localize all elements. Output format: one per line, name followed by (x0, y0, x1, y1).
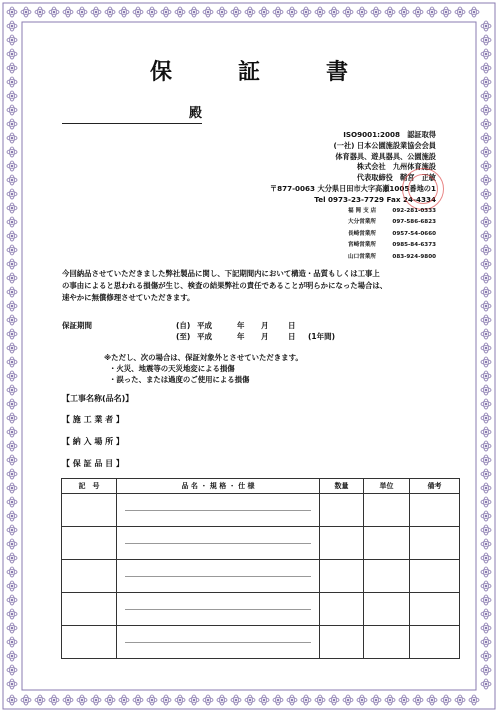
notes-item: ・誤った、または過度のご使用による損傷 (109, 375, 250, 384)
statement-line: の事由によると思われる損傷が生じ、検査の結果弊社の責任であることが明らかになった場合は、 (62, 281, 388, 290)
spec-divider-line (125, 576, 311, 577)
cell-item-spec[interactable] (117, 560, 320, 593)
period-day: 日 (288, 321, 296, 330)
cell-unit[interactable] (364, 626, 410, 659)
issuer-business: 体育器具、遊具器具、公園施設 (335, 151, 436, 161)
table-row (62, 560, 460, 593)
branch-tel: 092-281-0333 (392, 208, 436, 214)
addressee-line (62, 106, 202, 124)
statement-line: 速やかに無償修理させていただきます。 (62, 293, 195, 302)
warranty-items-table (61, 478, 460, 659)
branch-name: 大分営業所 (348, 219, 376, 226)
field-construction-name: 【工事名称(品名)】 (62, 394, 134, 403)
spec-divider-line (125, 543, 311, 544)
issuer-contact: Tel 0973-23-7729 Fax 24-4334 (314, 194, 436, 204)
warranty-period-label: 保証期間 (62, 321, 92, 330)
table-row (62, 494, 460, 527)
cell-item-spec[interactable] (117, 527, 320, 560)
cell-code[interactable] (62, 560, 117, 593)
table-row (62, 593, 460, 626)
document-title: 保 証 書 (149, 59, 370, 85)
period-month: 月 (261, 321, 269, 330)
warranty-statement (62, 268, 438, 304)
cell-remarks[interactable] (410, 560, 460, 593)
branch-tel: 0985-84-6373 (392, 242, 436, 249)
field-contractor: 【 施 工 業 者 】 (62, 415, 124, 424)
cell-item-spec[interactable] (117, 626, 320, 659)
cell-quantity[interactable] (320, 626, 364, 659)
header-item-spec: 品 名 ・ 規 格 ・ 仕 様 (117, 479, 320, 494)
period-month: 月 (261, 332, 269, 341)
table-row (62, 527, 460, 560)
cell-unit[interactable] (364, 527, 410, 560)
cell-code[interactable] (62, 527, 117, 560)
cell-quantity[interactable] (320, 560, 364, 593)
notes-item: ・火災、地震等の天災地変による損傷 (109, 364, 235, 373)
cell-quantity[interactable] (320, 527, 364, 560)
issuer-association: (一社) 日本公園施設業協会会員 (333, 140, 436, 150)
cell-item-spec[interactable] (117, 494, 320, 527)
period-prefix: (至) (176, 332, 191, 341)
cell-code[interactable] (62, 626, 117, 659)
branch-tel: 083-924-9800 (392, 253, 436, 260)
cell-code[interactable] (62, 494, 117, 527)
branch-row (348, 206, 436, 217)
branch-name: 福 岡 支 店 (348, 208, 377, 214)
cell-remarks[interactable] (410, 527, 460, 560)
period-day: 日 (288, 332, 296, 341)
period-prefix: (自) (176, 321, 191, 330)
company-seal-stamp (402, 168, 444, 210)
cell-unit[interactable] (364, 560, 410, 593)
period-note: (1年間) (308, 332, 336, 341)
cell-unit[interactable] (364, 593, 410, 626)
branch-row (348, 252, 436, 263)
exclusion-notes (104, 352, 303, 385)
spec-divider-line (125, 609, 311, 610)
field-warranty-items: 【 保 証 品 目 】 (62, 459, 124, 468)
issuer-representative: 代表取締役 鞘宮 正敏 (356, 173, 436, 183)
cell-remarks[interactable] (410, 626, 460, 659)
branch-name: 宮崎営業所 (348, 242, 376, 249)
header-code: 記 号 (62, 479, 117, 494)
table-row (62, 626, 460, 659)
header-quantity: 数量 (320, 479, 364, 494)
branch-name: 長崎営業所 (348, 230, 376, 237)
field-delivery-place: 【 納 入 場 所 】 (62, 437, 124, 446)
cell-quantity[interactable] (320, 494, 364, 527)
statement-line: 今回納品させていただきました弊社製品に関し、下記期間内において構造・品質もしくは工事上 (62, 269, 380, 278)
branch-tel: 0957-54-0660 (392, 230, 436, 237)
branch-row (348, 240, 436, 251)
warranty-period-from (176, 320, 308, 331)
branch-name: 山口営業所 (348, 253, 376, 260)
table-header-row (62, 479, 460, 494)
cell-remarks[interactable] (410, 593, 460, 626)
notes-intro: ※ただし、次の場合は、保証対象外とさせていただきます。 (104, 353, 303, 362)
issuer-company: 株式会社 九州体育施設 (356, 162, 436, 172)
period-era: 平成 (197, 321, 212, 330)
issuer-address: 〒877-0063 大分県日田市大字高瀬1005番地の1 (269, 183, 436, 193)
branch-tel: 097-586-6823 (392, 219, 436, 226)
issuer-certification: ISO9001:2008 認証取得 (343, 130, 436, 139)
header-remarks: 備考 (410, 479, 460, 494)
spec-divider-line (125, 510, 311, 511)
period-year: 年 (237, 321, 245, 330)
cell-unit[interactable] (364, 494, 410, 527)
period-era: 平成 (197, 332, 212, 341)
cell-item-spec[interactable] (117, 593, 320, 626)
warranty-period-to (176, 331, 335, 342)
branch-row (348, 217, 436, 228)
branch-row (348, 229, 436, 240)
spec-divider-line (125, 642, 311, 643)
period-year: 年 (237, 332, 245, 341)
cell-quantity[interactable] (320, 593, 364, 626)
cell-remarks[interactable] (410, 494, 460, 527)
header-unit: 単位 (364, 479, 410, 494)
cell-code[interactable] (62, 593, 117, 626)
addressee-suffix: 殿 (188, 106, 202, 121)
branch-list (348, 206, 436, 263)
